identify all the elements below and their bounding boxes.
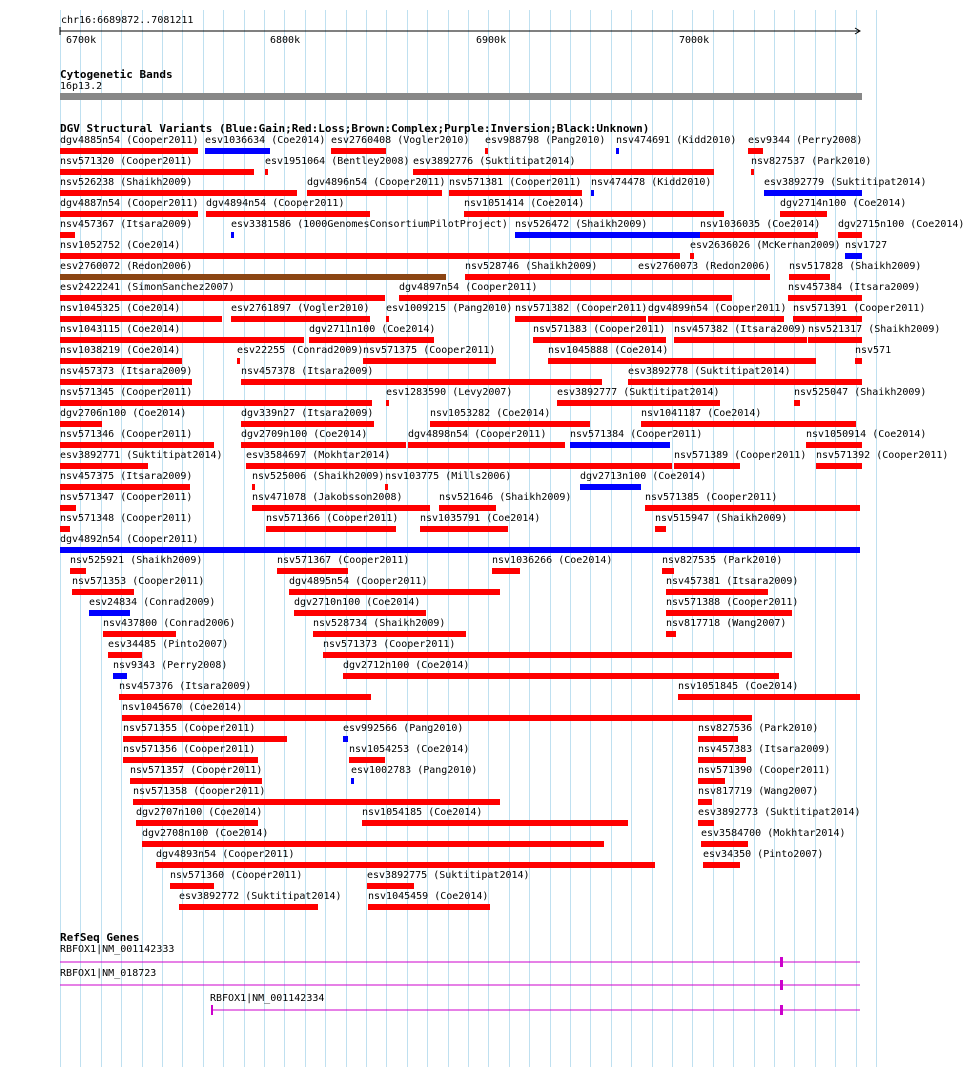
dgv-feature-label[interactable]: nsv1052752 (Coe2014) — [60, 240, 181, 251]
dgv-feature-label[interactable]: nsv1041187 (Coe2014) — [641, 408, 762, 419]
dgv-feature-label[interactable]: dgv4892n54 (Cooper2011) — [60, 534, 199, 545]
dgv-feature-label[interactable]: nsv103775 (Mills2006) — [385, 471, 512, 482]
cyto-band-label: 16p13.2 — [60, 81, 103, 92]
dgv-feature-label[interactable]: nsv1045325 (Coe2014) — [60, 303, 181, 314]
dgv-feature-label[interactable]: dgv2713n100 (Coe2014) — [580, 471, 707, 482]
dgv-feature-label[interactable]: dgv4896n54 (Cooper2011) — [307, 177, 446, 188]
coordinate-label: chr16:6689872..7081211 — [61, 15, 194, 26]
dgv-feature-label[interactable]: nsv1054253 (Coe2014) — [349, 744, 470, 755]
dgv-feature-label[interactable]: nsv817718 (Wang2007) — [666, 618, 787, 629]
dgv-feature-label[interactable]: nsv571385 (Cooper2011) — [645, 492, 778, 503]
dgv-feature-label[interactable]: esv1002783 (Pang2010) — [351, 765, 478, 776]
dgv-feature-label[interactable]: nsv571375 (Cooper2011) — [363, 345, 496, 356]
dgv-feature-label[interactable]: esv3892777 (Suktitipat2014) — [557, 387, 720, 398]
dgv-feature-label[interactable]: dgv2709n100 (Coe2014) — [241, 429, 368, 440]
dgv-feature-label[interactable]: nsv817719 (Wang2007) — [698, 786, 819, 797]
dgv-feature-label[interactable]: esv2761897 (Vogler2010) — [231, 303, 370, 314]
dgv-feature-label[interactable]: esv3892779 (Suktitipat2014) — [764, 177, 927, 188]
dgv-feature-label[interactable]: nsv571320 (Cooper2011) — [60, 156, 193, 167]
dgv-feature-label[interactable]: nsv517828 (Shaikh2009) — [789, 261, 922, 272]
dgv-feature-label[interactable]: esv3892772 (Suktitipat2014) — [179, 891, 342, 902]
dgv-feature-label[interactable]: dgv2706n100 (Coe2014) — [60, 408, 187, 419]
dgv-feature-label[interactable]: dgv4887n54 (Cooper2011) — [60, 198, 199, 209]
dgv-feature-label[interactable]: dgv4895n54 (Cooper2011) — [289, 576, 428, 587]
dgv-feature-label[interactable]: esv1036634 (Coe2014) — [205, 135, 326, 146]
dgv-feature-label[interactable]: nsv827536 (Park2010) — [698, 723, 819, 734]
dgv-feature-label[interactable]: nsv827537 (Park2010) — [751, 156, 872, 167]
tick-label: 7000k — [679, 35, 710, 46]
dgv-feature-label[interactable]: nsv457367 (Itsara2009) — [60, 219, 193, 230]
dgv-feature-label[interactable]: nsv571367 (Cooper2011) — [277, 555, 410, 566]
dgv-feature-label[interactable]: nsv457383 (Itsara2009) — [698, 744, 831, 755]
dgv-feature-label[interactable]: nsv457384 (Itsara2009) — [788, 282, 921, 293]
dgv-feature-label[interactable]: nsv474691 (Kidd2010) — [616, 135, 737, 146]
dgv-feature-label[interactable]: nsv571345 (Cooper2011) — [60, 387, 193, 398]
dgv-feature-label[interactable]: nsv521646 (Shaikh2009) — [439, 492, 572, 503]
dgv-feature-label[interactable]: dgv2707n100 (Coe2014) — [136, 807, 263, 818]
dgv-feature-label[interactable]: esv34485 (Pinto2007) — [108, 639, 229, 650]
dgv-feature-label[interactable]: nsv571382 (Cooper2011) — [515, 303, 648, 314]
dgv-feature-label[interactable]: dgv4885n54 (Cooper2011) — [60, 135, 199, 146]
dgv-feature-label[interactable]: nsv571392 (Cooper2011) — [816, 450, 949, 461]
dgv-feature-label[interactable]: nsv525006 (Shaikh2009) — [252, 471, 385, 482]
dgv-feature-label[interactable]: nsv521317 (Shaikh2009) — [808, 324, 941, 335]
dgv-feature-label[interactable]: esv24834 (Conrad2009) — [89, 597, 216, 608]
dgv-feature-label[interactable]: nsv1050914 (Coe2014) — [806, 429, 927, 440]
dgv-feature-label[interactable]: nsv471078 (Jakobsson2008) — [252, 492, 403, 503]
dgv-feature-label[interactable]: nsv827535 (Park2010) — [662, 555, 783, 566]
dgv-feature-label[interactable]: nsv457381 (Itsara2009) — [666, 576, 799, 587]
dgv-feature-label[interactable]: nsv1036266 (Coe2014) — [492, 555, 613, 566]
dgv-feature-label[interactable]: dgv2708n100 (Coe2014) — [142, 828, 269, 839]
dgv-feature-label[interactable]: nsv571357 (Cooper2011) — [130, 765, 263, 776]
dgv-feature-label[interactable]: esv2422241 (SimonSanchez2007) — [60, 282, 235, 293]
dgv-feature-label[interactable]: esv2760408 (Vogler2010) — [331, 135, 470, 146]
dgv-feature-label[interactable]: nsv1045459 (Coe2014) — [368, 891, 489, 902]
dgv-feature-label[interactable]: nsv1727 — [845, 240, 888, 251]
dgv-feature-label[interactable]: nsv1045670 (Coe2014) — [122, 702, 243, 713]
dgv-feature-label[interactable]: nsv528746 (Shaikh2009) — [465, 261, 598, 272]
dgv-feature-label[interactable]: nsv437800 (Conrad2006) — [103, 618, 236, 629]
gene-label[interactable]: RBFOX1|NM_001142333 — [60, 944, 175, 955]
dgv-feature-label[interactable]: nsv9343 (Perry2008) — [113, 660, 228, 671]
dgv-feature-label[interactable]: nsv571390 (Cooper2011) — [698, 765, 831, 776]
dgv-feature-label[interactable]: esv3892773 (Suktitipat2014) — [698, 807, 861, 818]
dgv-feature-label[interactable]: nsv571388 (Cooper2011) — [666, 597, 799, 608]
dgv-feature-label[interactable]: nsv571389 (Cooper2011) — [674, 450, 807, 461]
dgv-feature-label[interactable]: esv3381586 (1000GenomesConsortiumPilotProject) — [231, 219, 508, 230]
dgv-feature-label[interactable]: esv3584700 (Mokhtar2014) — [701, 828, 846, 839]
dgv-feature-label[interactable]: nsv571353 (Cooper2011) — [72, 576, 205, 587]
dgv-feature-label[interactable]: nsv571348 (Cooper2011) — [60, 513, 193, 524]
dgv-feature-label[interactable]: esv2636026 (McKernan2009) — [690, 240, 841, 251]
dgv-feature-label[interactable]: esv3892775 (Suktitipat2014) — [367, 870, 530, 881]
dgv-feature-label[interactable]: esv3892776 (Suktitipat2014) — [413, 156, 576, 167]
dgv-feature-label[interactable]: nsv525921 (Shaikh2009) — [70, 555, 203, 566]
dgv-feature-label[interactable]: esv9344 (Perry2008) — [748, 135, 863, 146]
dgv-feature-label[interactable]: esv2760073 (Redon2006) — [638, 261, 771, 272]
dgv-feature-label[interactable]: nsv1051414 (Coe2014) — [464, 198, 585, 209]
dgv-feature-label[interactable]: nsv515947 (Shaikh2009) — [655, 513, 788, 524]
dgv-feature-label[interactable]: nsv526238 (Shaikh2009) — [60, 177, 193, 188]
dgv-feature-label[interactable]: dgv2711n100 (Coe2014) — [309, 324, 436, 335]
tick-label: 6700k — [66, 35, 97, 46]
dgv-feature-label[interactable]: esv1951064 (Bentley2008) — [265, 156, 410, 167]
gene-label[interactable]: RBFOX1|NM_001142334 — [210, 993, 325, 1004]
dgv-feature-label[interactable]: nsv1035791 (Coe2014) — [420, 513, 541, 524]
dgv-feature-label[interactable]: esv1009215 (Pang2010) — [386, 303, 513, 314]
dgv-feature-label[interactable]: esv1283590 (Levy2007) — [386, 387, 513, 398]
dgv-feature-label[interactable]: nsv457373 (Itsara2009) — [60, 366, 193, 377]
dgv-feature-label[interactable]: nsv457378 (Itsara2009) — [241, 366, 374, 377]
dgv-feature-label[interactable]: nsv1054185 (Coe2014) — [362, 807, 483, 818]
dgv-feature-label[interactable]: nsv1038219 (Coe2014) — [60, 345, 181, 356]
dgv-feature-label[interactable]: nsv571356 (Cooper2011) — [123, 744, 256, 755]
dgv-feature-label[interactable]: nsv525047 (Shaikh2009) — [794, 387, 927, 398]
dgv-feature-label[interactable]: dgv4897n54 (Cooper2011) — [399, 282, 538, 293]
dgv-track-title[interactable]: DGV Structural Variants (Blue:Gain;Red:Loss;Brown:Complex;Purple:Inversion;Black:Unknown) — [60, 122, 650, 135]
dgv-feature-label[interactable]: nsv1043115 (Coe2014) — [60, 324, 181, 335]
dgv-feature-label[interactable]: dgv4898n54 (Cooper2011) — [408, 429, 547, 440]
dgv-feature-label[interactable]: esv22255 (Conrad2009) — [237, 345, 364, 356]
dgv-feature-label[interactable]: dgv339n27 (Itsara2009) — [241, 408, 374, 419]
dgv-feature-label[interactable]: esv3892771 (Suktitipat2014) — [60, 450, 223, 461]
dgv-feature-label[interactable]: esv992566 (Pang2010) — [343, 723, 464, 734]
dgv-feature-label[interactable]: nsv526472 (Shaikh2009) — [515, 219, 648, 230]
dgv-feature-label[interactable]: dgv4894n54 (Cooper2011) — [206, 198, 345, 209]
dgv-feature-label[interactable]: dgv2714n100 (Coe2014) — [780, 198, 907, 209]
dgv-feature-label[interactable]: esv3892778 (Suktitipat2014) — [628, 366, 791, 377]
dgv-feature-label[interactable]: nsv571373 (Cooper2011) — [323, 639, 456, 650]
dgv-feature-label[interactable]: nsv571347 (Cooper2011) — [60, 492, 193, 503]
dgv-feature-label[interactable]: nsv571384 (Cooper2011) — [570, 429, 703, 440]
dgv-feature-label[interactable]: nsv474478 (Kidd2010) — [591, 177, 712, 188]
dgv-feature-label[interactable]: dgv2710n100 (Coe2014) — [294, 597, 421, 608]
tick-label: 6800k — [270, 35, 301, 46]
dgv-feature-label[interactable]: nsv457375 (Itsara2009) — [60, 471, 193, 482]
dgv-feature-label[interactable]: dgv4899n54 (Cooper2011) — [648, 303, 787, 314]
dgv-feature-label[interactable]: nsv571 — [855, 345, 892, 356]
dgv-feature-label[interactable]: nsv1045888 (Coe2014) — [548, 345, 669, 356]
dgv-feature-label[interactable]: esv2760072 (Redon2006) — [60, 261, 193, 272]
tick-label: 6900k — [476, 35, 507, 46]
dgv-feature-label[interactable]: nsv457376 (Itsara2009) — [119, 681, 252, 692]
refseq-track-title[interactable]: RefSeq Genes — [60, 931, 140, 944]
dgv-feature-label[interactable]: nsv571391 (Cooper2011) — [793, 303, 926, 314]
dgv-feature-label[interactable]: nsv457382 (Itsara2009) — [674, 324, 807, 335]
dgv-feature-label[interactable]: nsv571383 (Cooper2011) — [533, 324, 666, 335]
dgv-feature-label[interactable]: nsv1036035 (Coe2014) — [700, 219, 821, 230]
dgv-feature-label[interactable]: nsv1053282 (Coe2014) — [430, 408, 551, 419]
gene-label[interactable]: RBFOX1|NM_018723 — [60, 968, 157, 979]
dgv-feature-label[interactable]: dgv2715n100 (Coe2014) — [838, 219, 964, 230]
dgv-feature-label[interactable]: nsv571346 (Cooper2011) — [60, 429, 193, 440]
dgv-feature-label[interactable]: nsv528734 (Shaikh2009) — [313, 618, 446, 629]
cyto-track-title[interactable]: Cytogenetic Bands — [60, 68, 173, 81]
dgv-feature-label[interactable]: esv3584697 (Mokhtar2014) — [246, 450, 391, 461]
dgv-feature-label[interactable]: nsv571381 (Cooper2011) — [449, 177, 582, 188]
dgv-feature-label[interactable]: esv34350 (Pinto2007) — [703, 849, 824, 860]
dgv-feature-label[interactable]: nsv1051845 (Coe2014) — [678, 681, 799, 692]
dgv-feature-label[interactable]: nsv571360 (Cooper2011) — [170, 870, 303, 881]
dgv-feature-label[interactable]: dgv4893n54 (Cooper2011) — [156, 849, 295, 860]
dgv-feature-label[interactable]: nsv571366 (Cooper2011) — [266, 513, 399, 524]
dgv-feature-label[interactable]: dgv2712n100 (Coe2014) — [343, 660, 470, 671]
dgv-feature-label[interactable]: esv988798 (Pang2010) — [485, 135, 606, 146]
dgv-feature-label[interactable]: nsv571358 (Cooper2011) — [133, 786, 266, 797]
dgv-feature-label[interactable]: nsv571355 (Cooper2011) — [123, 723, 256, 734]
